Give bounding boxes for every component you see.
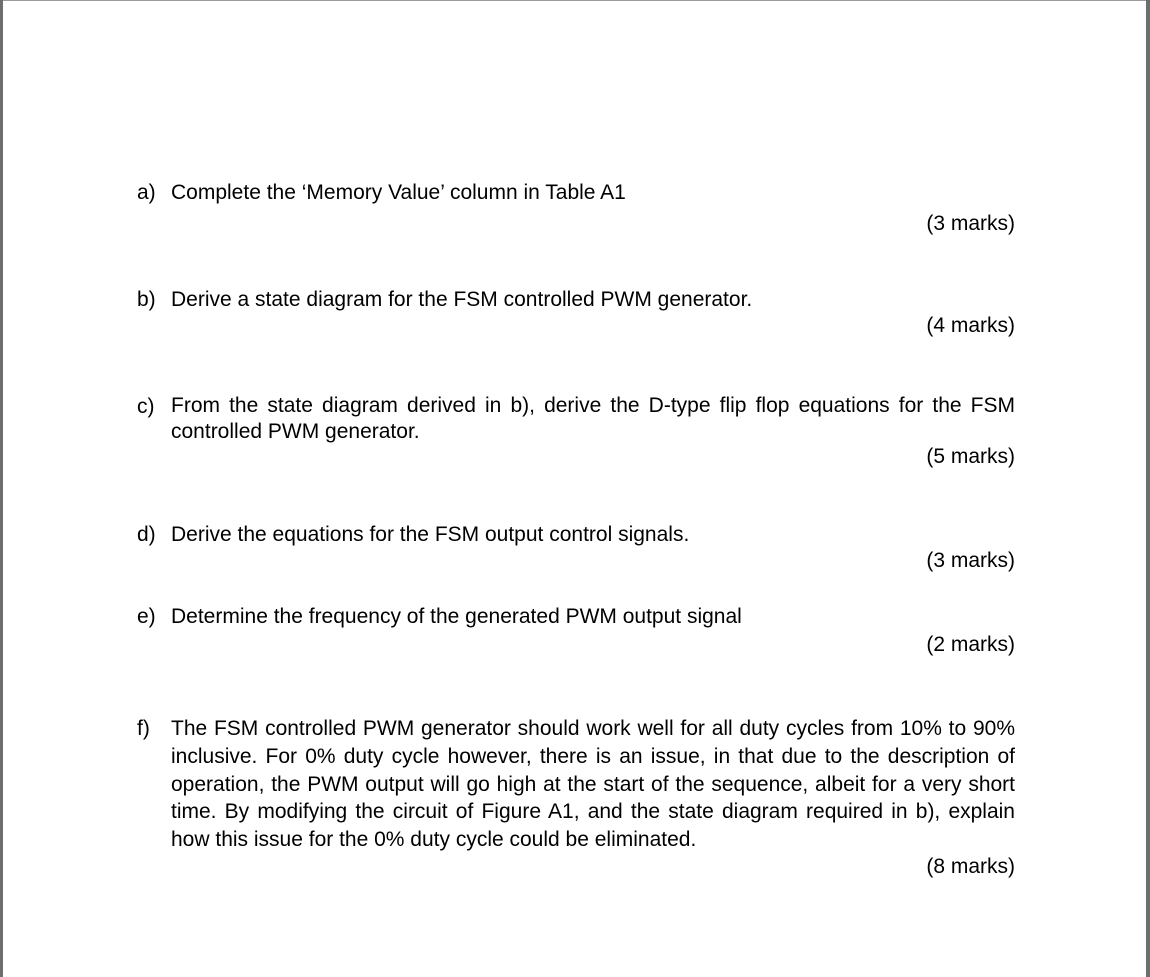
question-text: Derive the equations for the FSM output control signals. [171, 523, 690, 546]
question-marks: (8 marks) [926, 854, 1015, 878]
question-marks: (5 marks) [926, 445, 1015, 468]
question-text: Complete the ‘Memory Value’ column in Table A1 [171, 181, 626, 204]
question-f [137, 715, 1015, 881]
question-b [137, 286, 1015, 340]
page-left-edge [0, 0, 3, 977]
question-text: From the state diagram derived in b), derive the D-type flip flop equations for the FSM controlled PWM generator. [171, 394, 1015, 443]
question-d [137, 521, 1015, 575]
question-label: f) [137, 717, 150, 740]
question-text: The FSM controlled PWM generator should work well for all duty cycles from 10% to 90% inclusive. For 0% duty cycle however, there is an issue, in that due to the description of operation, the PWM output will go high at the start of the sequence, albeit for a very short time. By modifying the circuit of Figure A1, and the state diagram required in b), explain how this issue for the 0% duty cycle could be eliminated. [171, 717, 1015, 852]
page-right-edge [1146, 0, 1150, 977]
question-text: Determine the frequency of the generated PWM output signal [171, 605, 742, 628]
question-label: b) [137, 288, 156, 311]
question-a [137, 179, 1015, 238]
question-marks: (4 marks) [926, 314, 1015, 337]
page-top-edge [0, 0, 1150, 1]
question-label: e) [137, 605, 156, 628]
question-label: a) [137, 181, 156, 204]
question-marks: (3 marks) [926, 212, 1015, 235]
question-text: Derive a state diagram for the FSM controlled PWM generator. [171, 288, 753, 311]
question-marks: (3 marks) [926, 549, 1015, 572]
question-e [137, 603, 1015, 659]
question-c [137, 393, 1015, 471]
question-marks: (2 marks) [926, 633, 1015, 656]
question-label: c) [137, 395, 155, 418]
question-label: d) [137, 523, 156, 546]
